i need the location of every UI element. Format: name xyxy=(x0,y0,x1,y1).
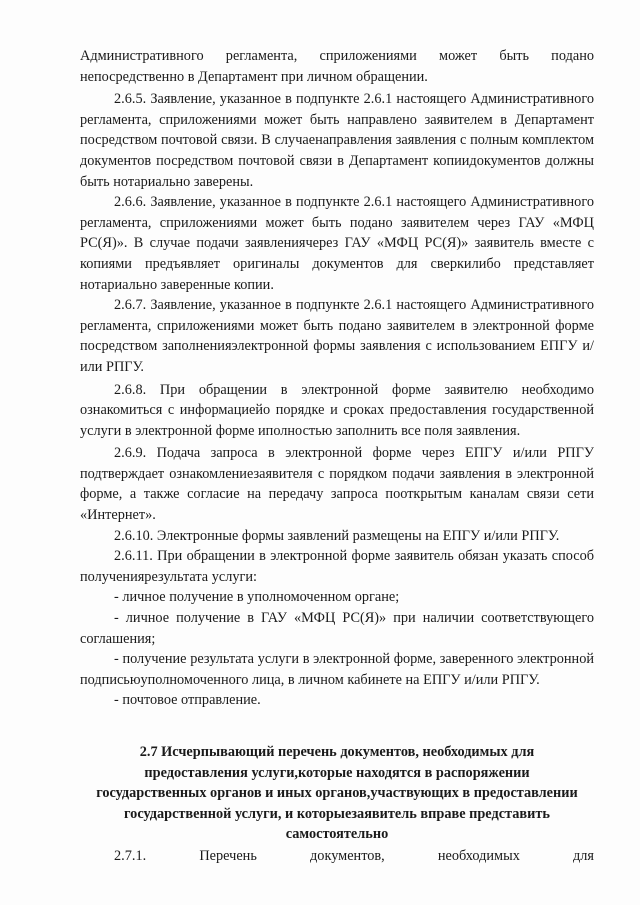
heading-line: самостоятельно xyxy=(285,826,389,843)
body-text xyxy=(80,46,594,711)
paragraph-2-6-7: 2.6.7. Заявление, указанное в подпункте 2.6.1 настоящего Административного регламента, сприложениями может быть подано заявителем в электронной форме посредством заполненияэлектронной формы заявления с использованием ЕПГУ и/или РПГУ. xyxy=(80,297,594,375)
heading-line: государственных органов и иных органов,участвующих в предоставлении xyxy=(96,785,578,802)
heading-line: государственной услуги, и которыезаявитель вправе представить xyxy=(124,805,550,822)
list-item-uploaded-organ: - личное получение в уполномоченном органе; xyxy=(114,589,400,606)
paragraph-2-6-5: 2.6.5. Заявление, указанное в подпункте 2.6.1 настоящего Административного регламента, сприложениями может быть направлено заявителем в Департамент посредством почтовой связи. В случаенаправления заявления с полным комплектом документов посредством почтовой связи в Департамент копиидокументов должны быть нотариально заверены. xyxy=(80,91,594,190)
section-heading-2-7 xyxy=(80,742,594,845)
paragraph-continuation: Административного регламента, сприложениями может быть подано непосредственно в Департамент при личном обращении. xyxy=(80,48,594,85)
paragraph-2-6-6: 2.6.6. Заявление, указанное в подпункте 2.6.1 настоящего Административного регламента, сприложениями может быть подано заявителем через ГАУ «МФЦ РС(Я)». В случае подачи заявлениячерез ГАУ «МФЦ РС(Я)» заявитель вместе с копиями предъявляет оригиналы документов для сверкилибо представляет нотариально заверенные копии. xyxy=(80,194,594,293)
paragraph-2-7-1-text: 2.7.1. Перечень документов, необходимых для xyxy=(114,848,594,864)
heading-line: 2.7 Исчерпывающий перечень документов, необходимых для xyxy=(139,744,535,760)
paragraph-2-6-11: 2.6.11. При обращении в электронной форме заявитель обязан указать способ получениярезультата услуги: xyxy=(80,548,594,585)
list-item-postal: - почтовое отправление. xyxy=(114,692,261,709)
heading-line: предоставления услуги,которые находятся в распоряжении xyxy=(144,764,530,781)
paragraph-2-6-10: 2.6.10. Электронные формы заявлений размещены на ЕПГУ и/или РПГУ. xyxy=(114,527,560,544)
list-item-mfc: - личное получение в ГАУ «МФЦ РС(Я)» при наличии соответствующего соглашения; xyxy=(80,610,594,647)
list-item-electronic: - получение результата услуги в электронной форме, заверенного электронной подписьюуполномоченного лица, в личном кабинете на ЕПГУ и/или РПГУ. xyxy=(80,651,594,688)
paragraph-2-6-8: 2.6.8. При обращении в электронной форме заявителю необходимо ознакомиться с информациейо порядке и сроках предоставления государственной услуги в электронной форме иполностью заполнить все поля заявления. xyxy=(80,381,594,439)
paragraph-2-6-9: 2.6.9. Подача запроса в электронной форме через ЕПГУ и/или РПГУ подтверждает ознакомлениезаявителя с порядком подачи заявления в электронной форме, а также согласие на передачу запроса пооткрытым каналам связи сети «Интернет». xyxy=(80,445,594,524)
paragraph-2-7-1 xyxy=(80,846,594,867)
